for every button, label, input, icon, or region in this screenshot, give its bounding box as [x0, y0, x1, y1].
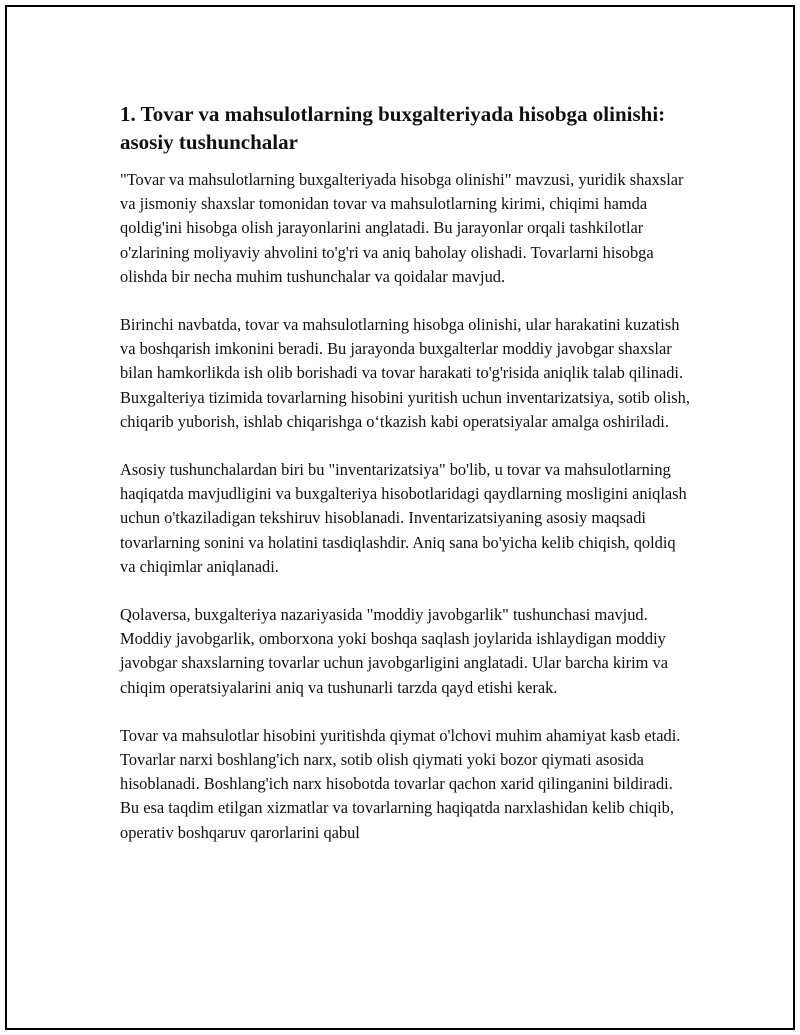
- paragraph-1: "Tovar va mahsulotlarning buxgalteriyada hisobga olinishi" mavzusi, yuridik shaxslar va jismoniy shaxslar tomonidan tovar va mahsulotlarning kirimi, chiqimi hamda qoldig'ini hisobga olish jarayonlarini anglatadi. Bu jarayonlar orqali tashkilotlar o'zlarining moliyaviy ahvolini to'g'ri va aniq baholay olishadi. Tovarlarni hisobga olishda bir necha muhim tushunchalar va qoidalar mavjud.: [120, 170, 684, 286]
- document-title: 1. Tovar va mahsulotlarning buxgalteriyada hisobga olinishi: asosiy tushunchalar: [120, 102, 666, 154]
- page-border: [5, 5, 795, 1030]
- paragraph-4: Qolaversa, buxgalteriya nazariyasida "moddiy javobgarlik" tushunchasi mavjud. Moddiy javobgarlik, omborxona yoki boshqa saqlash joylarida ishlaydigan moddiy javobgar shaxslarning tovarlar uchun javobgarligini anglatadi. Ular barcha kirim va chiqim operatsiyalarini aniq va tushunarli tarzda qayd etishi kerak.: [120, 605, 668, 697]
- document-body: [120, 100, 690, 869]
- paragraph-5: Tovar va mahsulotlar hisobini yuritishda qiymat o'lchovi muhim ahamiyat kasb etadi. Tovarlar narxi boshlang'ich narx, sotib olish qiymati yoki bozor qiymati asosida hisoblanadi. Boshlang'ich narx hisobotda tovarlar qachon xarid qilinganini bildiradi. Bu esa taqdim etilgan xizmatlar va tovarlarning haqiqatda narxlashidan kelib chiqib, operativ boshqaruv qarorlarini qabul: [120, 725, 681, 842]
- paragraph-3: Asosiy tushunchalardan biri bu "inventarizatsiya" bo'lib, u tovar va mahsulotlarning haqiqatda mavjudligini va buxgalteriya hisobotlaridagi qaydlarning mosligini aniqlash uchun o'tkaziladigan tekshiruv hisoblanadi. Inventarizatsiyaning asosiy maqsadi tovarlarning sonini va holatini tasdiqlashdir. Aniq sana bo'yicha kelib chiqish, qoldiq va chiqimlar aniqlanadi.: [120, 460, 687, 576]
- paragraph-2: Birinchi navbatda, tovar va mahsulotlarning hisobga olinishi, ular harakatini kuzatish va boshqarish imkonini beradi. Bu jarayonda buxgalterlar moddiy javobgar shaxslar bilan hamkorlikda ish olib borishadi va tovar harakati to'g'risida aniqlik talab qilinadi. Buxgalteriya tizimida tovarlarning hisobini yuritish uchun inventarizatsiya, sotib olish, chiqarib yuborish, ishlab chiqarishga o‘tkazish kabi operatsiyalar amalga oshiriladi.: [120, 315, 690, 431]
